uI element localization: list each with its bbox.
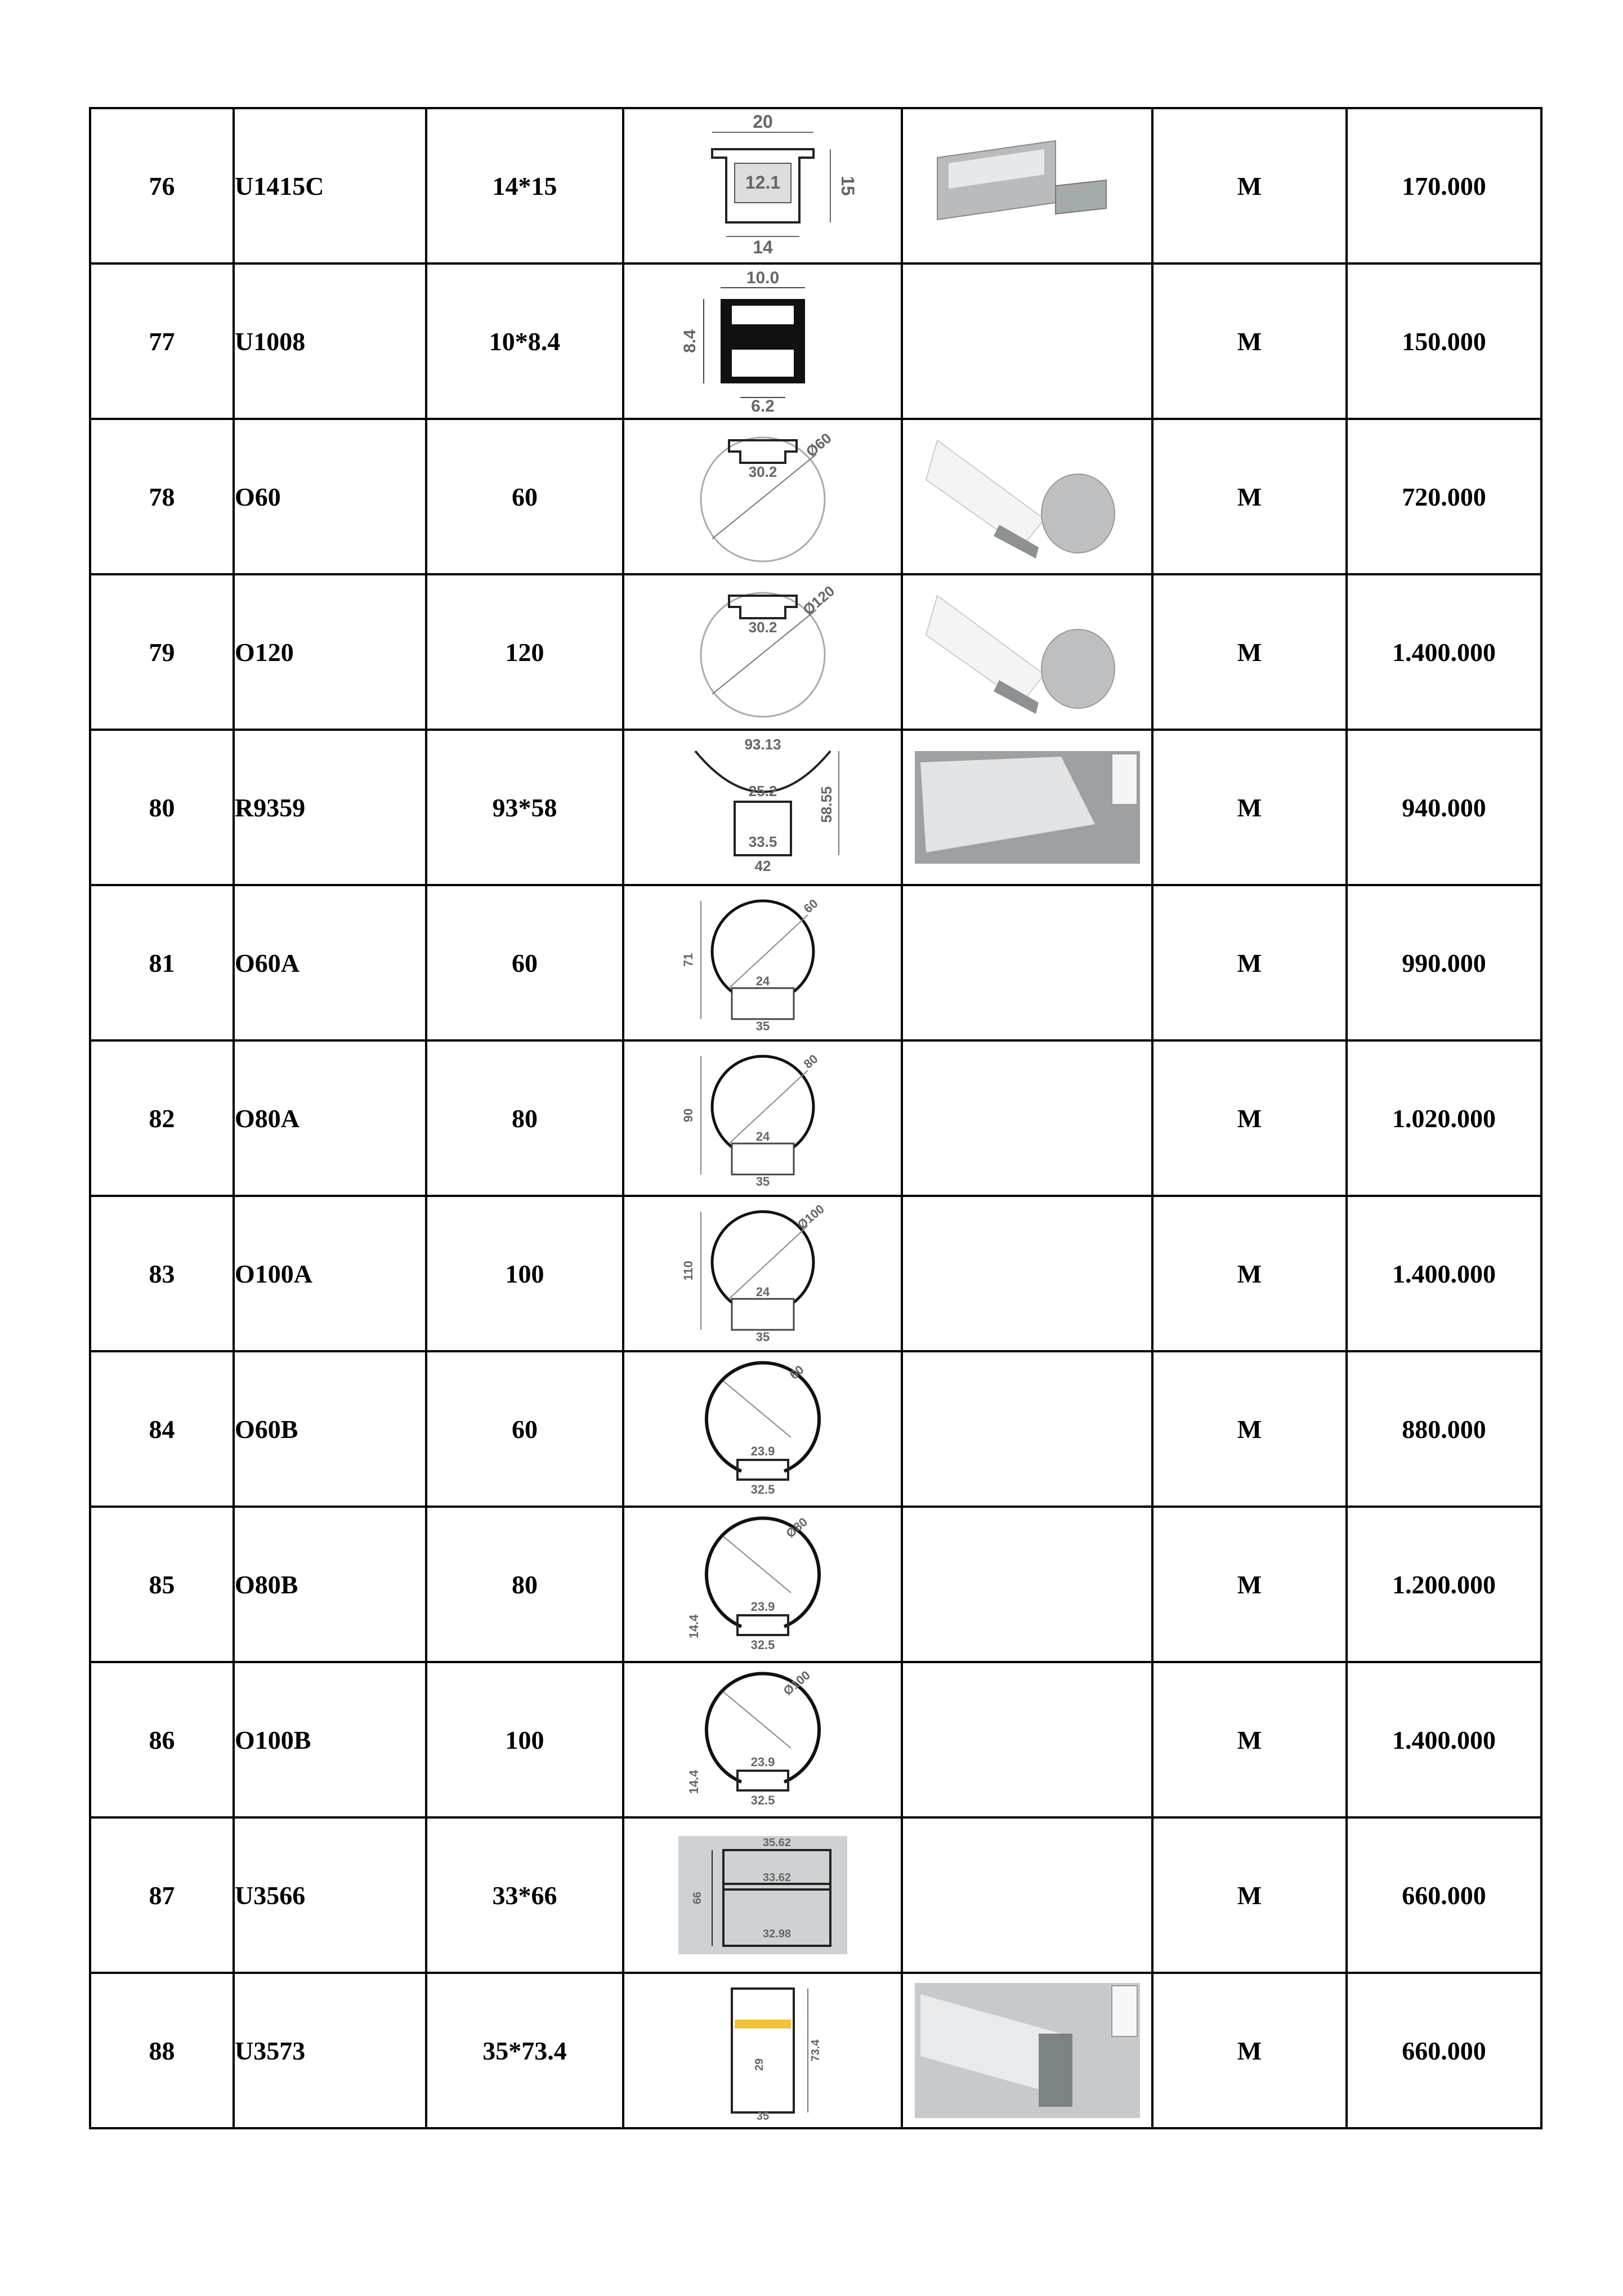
unit: M [1152,574,1347,730]
product-code: O60B [234,1351,426,1507]
row-number: 86 [90,1662,234,1817]
product-code: O120 [234,574,426,730]
profile-drawing-circle-base [678,1203,847,1344]
unit: M [1152,1507,1347,1662]
table-row [90,1040,1541,1196]
profile-drawing-circle-clip [678,1669,847,1810]
profile-drawing-cell [623,1196,902,1351]
unit: M [1152,1973,1347,2128]
dim-label: 24 [755,1129,770,1143]
product-code: O100A [234,1196,426,1351]
dim-label: 24 [755,974,770,988]
dim-label: Ø100 [794,1201,827,1232]
product-size: 100 [426,1662,623,1817]
profile-drawing-u-channel [678,111,858,257]
row-number: 84 [90,1351,234,1507]
profile-drawing-cell [623,419,902,574]
product-code: O60 [234,419,426,574]
profile-drawing-circle-top [678,426,847,567]
price: 880.000 [1347,1351,1541,1507]
unit: M [1152,263,1347,419]
dim-label: 90 [681,1108,695,1123]
price: 1.020.000 [1347,1040,1541,1196]
dim-label: 24 [755,1285,770,1299]
product-photo-cell [902,419,1152,574]
product-photo-cell [902,730,1152,885]
table-row [90,1196,1541,1351]
profile-drawing-cell [623,1040,902,1196]
table-row [90,1817,1541,1973]
profile-drawing-cell [623,1507,902,1662]
dim-label: 30.2 [748,619,777,636]
dim-label: 32.5 [750,1793,775,1807]
profile-drawing-cell [623,885,902,1040]
product-size: 35*73.4 [426,1973,623,2128]
price: 940.000 [1347,730,1541,885]
dim-label: 32.98 [762,1928,791,1940]
profile-drawing-cell [623,1973,902,2128]
product-size: 60 [426,885,623,1040]
profile-drawing-cell [623,263,902,419]
bowl-profile-photo [915,740,1140,875]
table-row [90,108,1541,263]
price: 150.000 [1347,263,1541,419]
dim-label: 58.55 [817,786,835,823]
dim-label: 42 [754,857,771,874]
product-photo-cell [902,1351,1152,1507]
product-price-table [89,107,1542,2129]
dim-label: 14 [752,237,773,257]
profile-drawing-circle-clip [678,1359,847,1499]
dim-label: 25.2 [748,783,777,799]
unit: M [1152,1040,1347,1196]
unit: M [1152,1662,1347,1817]
product-size: 60 [426,419,623,574]
product-size: 14*15 [426,108,623,263]
dim-label: 29 [753,2058,766,2071]
price: 720.000 [1347,419,1541,574]
dim-label: 14.4 [686,1770,701,1794]
table-row [90,730,1541,885]
dim-label: 35 [755,1330,770,1344]
dim-label: 12.1 [745,172,780,193]
row-number: 83 [90,1196,234,1351]
profile-drawing-cell [623,1351,902,1507]
dim-label: 15 [837,176,858,196]
product-size: 80 [426,1507,623,1662]
product-code: U3566 [234,1817,426,1973]
profile-photo [915,118,1140,253]
profile-drawing-circle-base [678,892,847,1033]
table-row [90,1973,1541,2128]
profile-drawing-circle-top [678,582,847,722]
table-row [90,263,1541,419]
dim-label: Ø120 [799,582,838,619]
unit: M [1152,730,1347,885]
price: 660.000 [1347,1817,1541,1973]
product-size: 93*58 [426,730,623,885]
dim-label: Ø60 [802,429,835,461]
dim-label: 30.2 [748,463,777,480]
row-number: 78 [90,419,234,574]
row-number: 85 [90,1507,234,1662]
product-size: 33*66 [426,1817,623,1973]
unit: M [1152,1817,1347,1973]
price: 660.000 [1347,1973,1541,2128]
product-size: 10*8.4 [426,263,623,419]
dim-label: 33.5 [748,833,777,850]
price: 170.000 [1347,108,1541,263]
product-photo-cell [902,108,1152,263]
product-code: U1008 [234,263,426,419]
dim-label: 35 [756,2110,769,2123]
dim-label: 35.62 [762,1837,791,1849]
table-row [90,419,1541,574]
row-number: 79 [90,574,234,730]
product-code: U3573 [234,1973,426,2128]
table-row [90,1662,1541,1817]
profile-drawing-cell [623,730,902,885]
dim-label: 35 [755,1174,770,1189]
profile-drawing-cell [623,1817,902,1973]
product-size: 120 [426,574,623,730]
profile-drawing-double-u [678,1825,847,1966]
profile-drawing-circle-clip [678,1514,847,1655]
price: 990.000 [1347,885,1541,1040]
product-size: 100 [426,1196,623,1351]
table-row [90,1351,1541,1507]
profile-drawing-circle-base [678,1048,847,1189]
dim-label: 66 [691,1891,704,1905]
dim-label: 23.9 [750,1600,775,1614]
product-photo-cell [902,1817,1152,1973]
dim-label: 35 [755,1019,770,1033]
product-code: U1415C [234,108,426,263]
dim-label: Ø80 [783,1515,810,1541]
profile-drawing-cell [623,574,902,730]
profile-drawing-tall-u [678,1980,847,2121]
unit: M [1152,1196,1347,1351]
price: 1.400.000 [1347,1662,1541,1817]
dim-label: 20 [752,111,773,132]
row-number: 88 [90,1973,234,2128]
row-number: 80 [90,730,234,885]
dim-label: 60 [801,896,821,916]
product-photo-cell [902,1040,1152,1196]
price: 1.400.000 [1347,574,1541,730]
unit: M [1152,885,1347,1040]
product-photo-cell [902,1662,1152,1817]
product-code: R9359 [234,730,426,885]
profile-drawing-bowl [678,737,847,878]
dim-label: 8.4 [680,329,699,353]
dim-label: 80 [801,1051,821,1071]
table-row [90,1507,1541,1662]
table-body [90,108,1541,2128]
profile-drawing-cell [623,1662,902,1817]
dim-label: 10.0 [746,269,779,287]
unit: M [1152,1351,1347,1507]
dim-label: 73.4 [809,2039,822,2062]
tall-profile-photo [915,1983,1140,2118]
product-photo-cell [902,1507,1152,1662]
round-profile-photo [915,584,1140,720]
product-code: O100B [234,1662,426,1817]
dim-label: 110 [681,1261,695,1281]
dim-label: 33.62 [762,1871,791,1884]
round-profile-photo [915,429,1140,564]
product-code: O60A [234,885,426,1040]
dim-label: 32.5 [750,1638,775,1652]
dim-label: 14.4 [686,1614,701,1639]
profile-drawing-u-dark [678,269,847,416]
product-photo-cell [902,1973,1152,2128]
product-photo-cell [902,1196,1152,1351]
product-photo-cell [902,263,1152,419]
dim-label: Ø100 [780,1668,813,1699]
dim-label: 60 [786,1362,807,1382]
row-number: 81 [90,885,234,1040]
dim-label: 93.13 [744,736,781,753]
dim-label: 32.5 [750,1482,775,1497]
product-size: 60 [426,1351,623,1507]
profile-drawing-cell [623,108,902,263]
product-photo-cell [902,885,1152,1040]
dim-label: 23.9 [750,1755,775,1769]
unit: M [1152,108,1347,263]
table-row [90,574,1541,730]
dim-label: 71 [681,953,695,967]
row-number: 87 [90,1817,234,1973]
row-number: 77 [90,263,234,419]
product-code: O80A [234,1040,426,1196]
price: 1.400.000 [1347,1196,1541,1351]
row-number: 76 [90,108,234,263]
dim-label: 6.2 [750,397,775,416]
price: 1.200.000 [1347,1507,1541,1662]
product-size: 80 [426,1040,623,1196]
unit: M [1152,419,1347,574]
dim-label: 23.9 [750,1444,775,1458]
product-photo-cell [902,574,1152,730]
table-row [90,885,1541,1040]
product-code: O80B [234,1507,426,1662]
row-number: 82 [90,1040,234,1196]
